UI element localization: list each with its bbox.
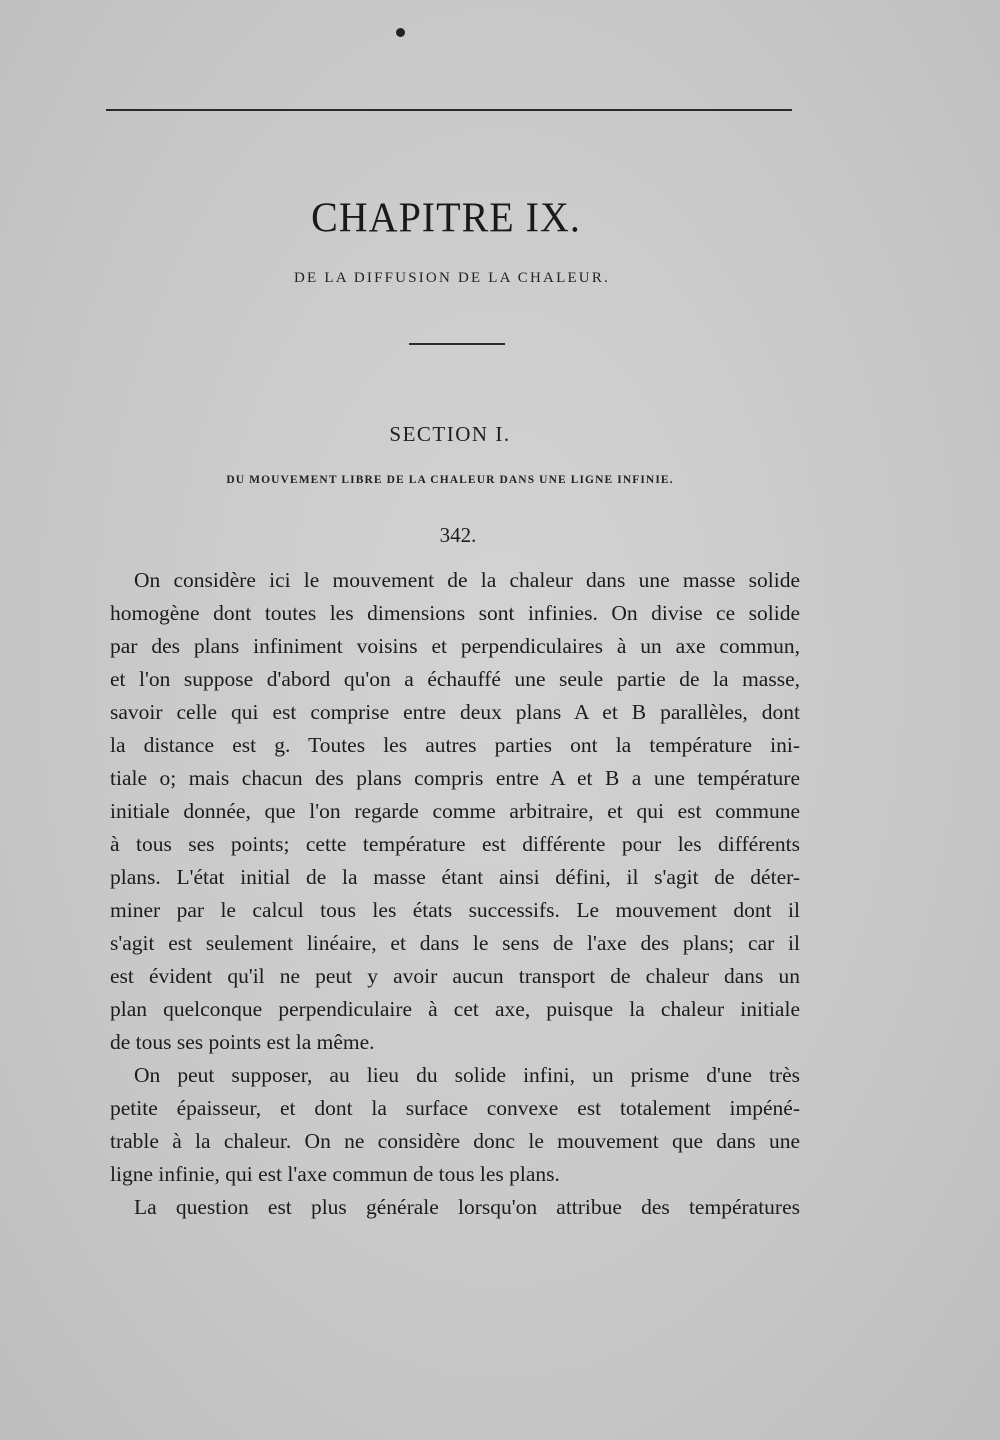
text-line: homogène dont toutes les dimensions sont infinies. On divise ce solide — [110, 601, 800, 625]
text-line: plan quelconque perpendiculaire à cet axe, puisque la chaleur initiale — [110, 997, 800, 1021]
section-title: SECTION I. — [389, 422, 511, 446]
text-line: de tous ses points est la même. — [110, 1030, 375, 1054]
ink-dot — [396, 28, 405, 37]
text-line: la distance est g. Toutes les autres parties ont la température ini- — [110, 733, 800, 757]
text-line: plans. L'état initial de la masse étant ainsi défini, il s'agit de déter- — [110, 865, 800, 889]
chapter-title: CHAPITRE IX. — [311, 193, 581, 242]
section-subtitle: DU MOUVEMENT LIBRE DE LA CHALEUR DANS UNE LIGNE INFINIE. — [226, 474, 674, 486]
body-text — [110, 564, 800, 1224]
text-line: s'agit est seulement linéaire, et dans le sens de l'axe des plans; car il — [110, 931, 800, 955]
article-number: 342. — [439, 523, 477, 547]
chapter-subtitle: DE LA DIFFUSION DE LA CHALEUR. — [293, 270, 610, 286]
text-line: à tous ses points; cette température est différente pour les différents — [110, 832, 800, 856]
text-line: et l'on suppose d'abord qu'on a échauffé une seule partie de la masse, — [110, 667, 800, 691]
separator-rule — [409, 343, 505, 345]
text-line: ligne infinie, qui est l'axe commun de tous les plans. — [110, 1162, 560, 1186]
text-line: savoir celle qui est comprise entre deux plans A et B parallèles, dont — [110, 700, 800, 724]
text-line: petite épaisseur, et dont la surface convexe est totalement impéné- — [110, 1096, 800, 1120]
text-line: La question est plus générale lorsqu'on attribue des températures — [134, 1195, 800, 1219]
text-line: On peut supposer, au lieu du solide infini, un prisme d'une très — [134, 1063, 800, 1087]
text-line: On considère ici le mouvement de la chaleur dans une masse solide — [134, 568, 800, 592]
header-rule — [106, 109, 792, 111]
text-line: initiale donnée, que l'on regarde comme arbitraire, et qui est commune — [110, 799, 800, 823]
text-line: est évident qu'il ne peut y avoir aucun transport de chaleur dans un — [110, 964, 800, 988]
text-line: trable à la chaleur. On ne considère donc le mouvement que dans une — [110, 1129, 800, 1153]
text-line: tiale o; mais chacun des plans compris entre A et B a une température — [110, 766, 800, 790]
text-line: par des plans infiniment voisins et perpendiculaires à un axe commun, — [110, 634, 800, 658]
text-line: miner par le calcul tous les états successifs. Le mouvement dont il — [110, 898, 800, 922]
